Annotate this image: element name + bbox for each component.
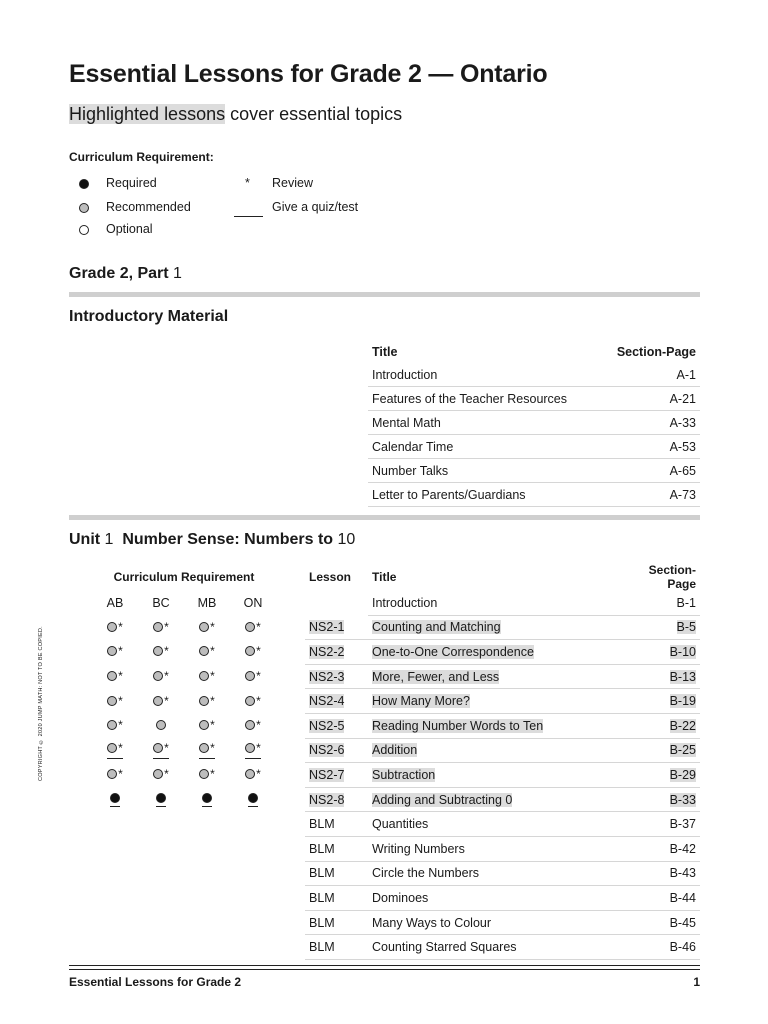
lesson-page: B-43 — [669, 866, 696, 881]
page-number: 1 — [693, 975, 700, 989]
footer-rule — [69, 969, 700, 970]
lesson-page: B-5 — [676, 620, 696, 635]
footer-title: Essential Lessons for Grade 2 — [69, 975, 242, 989]
requirement-dot-icon — [156, 720, 166, 730]
lesson-code: BLM — [309, 915, 335, 930]
review-star: * — [118, 644, 123, 659]
lesson-page: B-13 — [669, 669, 696, 684]
lesson-page: B-45 — [669, 915, 696, 930]
legend-quiz-line — [234, 216, 263, 217]
unit-intro-page: B-1 — [618, 591, 700, 615]
review-star: * — [210, 718, 215, 733]
review-star: * — [210, 644, 215, 659]
section-divider — [69, 292, 700, 297]
lesson-title: How Many More? — [372, 694, 470, 709]
lesson-title: Adding and Subtracting 0 — [372, 792, 513, 807]
intro-col-title: Title — [372, 345, 398, 359]
requirement-dot-icon — [245, 743, 255, 753]
lesson-row — [92, 812, 700, 837]
lesson-code: NS2-3 — [309, 669, 345, 684]
lesson-page: B-10 — [669, 644, 696, 659]
intro-row-title: Calendar Time — [368, 435, 600, 459]
requirement-mark — [153, 620, 169, 634]
lesson-page: B-46 — [669, 940, 696, 955]
requirement-dot-icon — [199, 720, 209, 730]
lesson-page: B-37 — [669, 817, 696, 832]
lesson-title: Counting and Matching — [372, 620, 501, 635]
lesson-row — [92, 738, 700, 763]
lesson-page: B-19 — [669, 694, 696, 709]
review-star: * — [118, 767, 123, 782]
lesson-title: Addition — [372, 743, 418, 758]
requirement-mark — [107, 694, 123, 708]
province-label: BC — [152, 596, 170, 611]
requirement-dot-icon — [107, 743, 117, 753]
requirement-dot-icon — [245, 720, 255, 730]
requirement-dot-icon — [199, 646, 209, 656]
intro-row — [368, 483, 700, 507]
lesson-title: Counting Starred Squares — [372, 940, 517, 955]
province-label: ON — [243, 596, 263, 611]
intro-row — [368, 411, 700, 435]
requirement-mark — [107, 620, 123, 634]
review-star: * — [118, 619, 123, 634]
review-star: * — [164, 669, 169, 684]
intro-col-section: Section-Page — [616, 345, 696, 359]
intro-row-title: Features of the Teacher Resources — [368, 387, 600, 411]
requirement-mark — [245, 620, 261, 634]
intro-heading: Introductory Material — [69, 308, 229, 325]
requirement-mark — [153, 669, 169, 683]
lesson-title: Subtraction — [372, 767, 436, 782]
unit-col-lesson: Lesson — [309, 570, 352, 584]
intro-row — [368, 363, 700, 387]
lesson-title: Reading Number Words to Ten — [372, 718, 544, 733]
intro-row-title: Mental Math — [368, 411, 600, 435]
requirement-dot-icon — [199, 743, 209, 753]
lesson-row — [92, 910, 700, 935]
review-star: * — [210, 669, 215, 684]
review-star: * — [256, 669, 261, 684]
intro-row-page: A-53 — [600, 435, 700, 459]
requirement-mark — [202, 793, 212, 807]
requirement-dot-icon — [245, 671, 255, 681]
legend-review-symbol: * — [245, 176, 250, 190]
requirement-dot-icon — [199, 696, 209, 706]
legend-quiz-label: Give a quiz/test — [272, 200, 359, 214]
lesson-code: NS2-1 — [309, 620, 345, 635]
requirement-dot-icon — [245, 769, 255, 779]
review-star: * — [256, 741, 261, 756]
review-star: * — [118, 693, 123, 708]
requirement-mark — [245, 718, 261, 732]
requirement-mark — [199, 767, 215, 781]
unit-col-title: Title — [372, 570, 397, 584]
lesson-row — [92, 886, 700, 911]
requirement-dot-icon — [153, 743, 163, 753]
lesson-code: NS2-4 — [309, 694, 345, 709]
lesson-page: B-33 — [669, 792, 696, 807]
requirement-mark — [245, 767, 261, 781]
page-title: Essential Lessons for Grade 2 — Ontario — [69, 60, 548, 88]
requirement-mark — [245, 669, 261, 683]
requirement-dot-icon — [153, 671, 163, 681]
lesson-row — [92, 861, 700, 886]
review-star: * — [256, 718, 261, 733]
lesson-page: B-44 — [669, 890, 696, 905]
intro-row-title: Introduction — [368, 363, 600, 387]
page-subtitle — [69, 104, 402, 125]
requirement-mark — [199, 718, 215, 732]
curriculum-requirement-heading: Curriculum Requirement: — [69, 150, 214, 164]
intro-row — [368, 435, 700, 459]
requirement-mark — [107, 718, 123, 732]
review-star: * — [118, 741, 123, 756]
side-copyright: COPYRIGHT © 2020 JUMP MATH: NOT TO BE COPIED. — [38, 626, 44, 782]
province-label: AB — [106, 596, 124, 611]
province-header-row — [92, 591, 700, 615]
requirement-mark — [245, 694, 261, 708]
requirement-mark — [199, 669, 215, 683]
lesson-row — [92, 787, 700, 812]
unit-intro-title: Introduction — [368, 591, 618, 615]
intro-row — [368, 459, 700, 483]
review-star: * — [210, 619, 215, 634]
legend-recommended-label: Recommended — [106, 200, 191, 214]
requirement-dot-icon — [245, 696, 255, 706]
lesson-title: Circle the Numbers — [372, 866, 479, 881]
lesson-row — [92, 615, 700, 640]
unit-divider — [69, 515, 700, 520]
lesson-row — [92, 763, 700, 788]
legend-optional-label: Optional — [106, 222, 153, 236]
requirement-dot-icon — [248, 793, 258, 803]
requirement-mark — [199, 741, 215, 759]
requirement-dot-icon — [153, 646, 163, 656]
review-star: * — [164, 741, 169, 756]
review-star: * — [118, 718, 123, 733]
requirement-mark — [156, 793, 166, 807]
legend-required-icon — [79, 176, 89, 190]
requirement-dot-icon — [107, 769, 117, 779]
requirement-dot-icon — [156, 793, 166, 803]
requirement-mark — [107, 669, 123, 683]
lesson-title: One-to-One Correspondence — [372, 644, 534, 659]
lesson-code: NS2-2 — [309, 644, 345, 659]
lesson-title: Writing Numbers — [372, 841, 465, 856]
requirement-dot-icon — [199, 769, 209, 779]
legend-optional-icon — [79, 222, 89, 236]
requirement-dot-icon — [110, 793, 120, 803]
requirement-mark — [110, 793, 120, 807]
review-star: * — [256, 767, 261, 782]
requirement-dot-icon — [153, 769, 163, 779]
requirement-mark — [153, 694, 169, 708]
requirement-dot-icon — [153, 696, 163, 706]
intro-row-page: A-21 — [600, 387, 700, 411]
requirement-mark — [107, 767, 123, 781]
intro-row-page: A-1 — [600, 363, 700, 387]
lesson-row — [92, 836, 700, 861]
requirement-mark — [199, 620, 215, 634]
requirement-mark — [156, 720, 166, 730]
lesson-code: NS2-6 — [309, 743, 345, 758]
lesson-row — [92, 664, 700, 689]
requirement-mark — [153, 767, 169, 781]
review-star: * — [164, 767, 169, 782]
unit-col-section: Section-Page — [648, 563, 696, 591]
subtitle-rest: cover essential topics — [225, 104, 403, 124]
lesson-row — [92, 713, 700, 738]
review-star: * — [210, 693, 215, 708]
review-star: * — [164, 693, 169, 708]
lesson-code: BLM — [309, 890, 335, 905]
unit-col-curriculum: Curriculum Requirement — [113, 570, 255, 584]
lesson-row — [92, 935, 700, 960]
requirement-dot-icon — [153, 622, 163, 632]
requirement-dot-icon — [107, 671, 117, 681]
requirement-dot-icon — [107, 696, 117, 706]
requirement-dot-icon — [245, 622, 255, 632]
legend-recommended-icon — [79, 200, 89, 214]
review-star: * — [164, 619, 169, 634]
intro-row-title: Letter to Parents/Guardians — [368, 483, 600, 507]
intro-row-page: A-73 — [600, 483, 700, 507]
requirement-mark — [248, 793, 258, 807]
requirement-mark — [245, 644, 261, 658]
province-label: MB — [197, 596, 217, 611]
intro-row-title: Number Talks — [368, 459, 600, 483]
requirement-dot-icon — [199, 671, 209, 681]
review-star: * — [256, 693, 261, 708]
requirement-dot-icon — [245, 646, 255, 656]
lesson-title: Dominoes — [372, 890, 429, 905]
requirement-mark — [107, 741, 123, 759]
requirement-mark — [153, 644, 169, 658]
requirement-mark — [153, 741, 169, 759]
lesson-title: Quantities — [372, 817, 429, 832]
intro-table — [368, 341, 700, 507]
review-star: * — [256, 619, 261, 634]
lesson-page: B-25 — [669, 743, 696, 758]
review-star: * — [118, 669, 123, 684]
requirement-mark — [245, 741, 261, 759]
requirement-dot-icon — [107, 646, 117, 656]
lesson-code: NS2-5 — [309, 718, 345, 733]
lesson-code: NS2-7 — [309, 767, 345, 782]
requirement-mark — [107, 644, 123, 658]
intro-row-page: A-65 — [600, 459, 700, 483]
legend-required-label: Required — [106, 176, 157, 190]
requirement-dot-icon — [202, 793, 212, 803]
unit-table — [92, 563, 700, 960]
lesson-page: B-42 — [669, 841, 696, 856]
unit-heading: Unit 1 Number Sense: Numbers to 10 — [69, 531, 356, 548]
intro-row — [368, 387, 700, 411]
intro-row-page: A-33 — [600, 411, 700, 435]
requirement-mark — [199, 644, 215, 658]
lesson-page: B-22 — [669, 718, 696, 733]
part-heading: Grade 2, Part 1 — [69, 265, 182, 282]
review-star: * — [210, 767, 215, 782]
review-star: * — [164, 644, 169, 659]
requirement-dot-icon — [107, 720, 117, 730]
lesson-title: Many Ways to Colour — [372, 915, 492, 930]
review-star: * — [210, 741, 215, 756]
requirement-mark — [199, 694, 215, 708]
lesson-title: More, Fewer, and Less — [372, 669, 500, 684]
subtitle-highlight: Highlighted lessons — [69, 104, 226, 124]
lesson-code: NS2-8 — [309, 792, 345, 807]
requirement-dot-icon — [199, 622, 209, 632]
lesson-code: BLM — [309, 817, 335, 832]
lesson-code: BLM — [309, 866, 335, 881]
requirement-dot-icon — [107, 622, 117, 632]
lesson-row — [92, 689, 700, 714]
legend-review-label: Review — [272, 176, 313, 190]
lesson-code: BLM — [309, 940, 335, 955]
footer-rule — [69, 965, 700, 966]
review-star: * — [256, 644, 261, 659]
lesson-page: B-29 — [669, 767, 696, 782]
lesson-row — [92, 640, 700, 665]
lesson-code: BLM — [309, 841, 335, 856]
